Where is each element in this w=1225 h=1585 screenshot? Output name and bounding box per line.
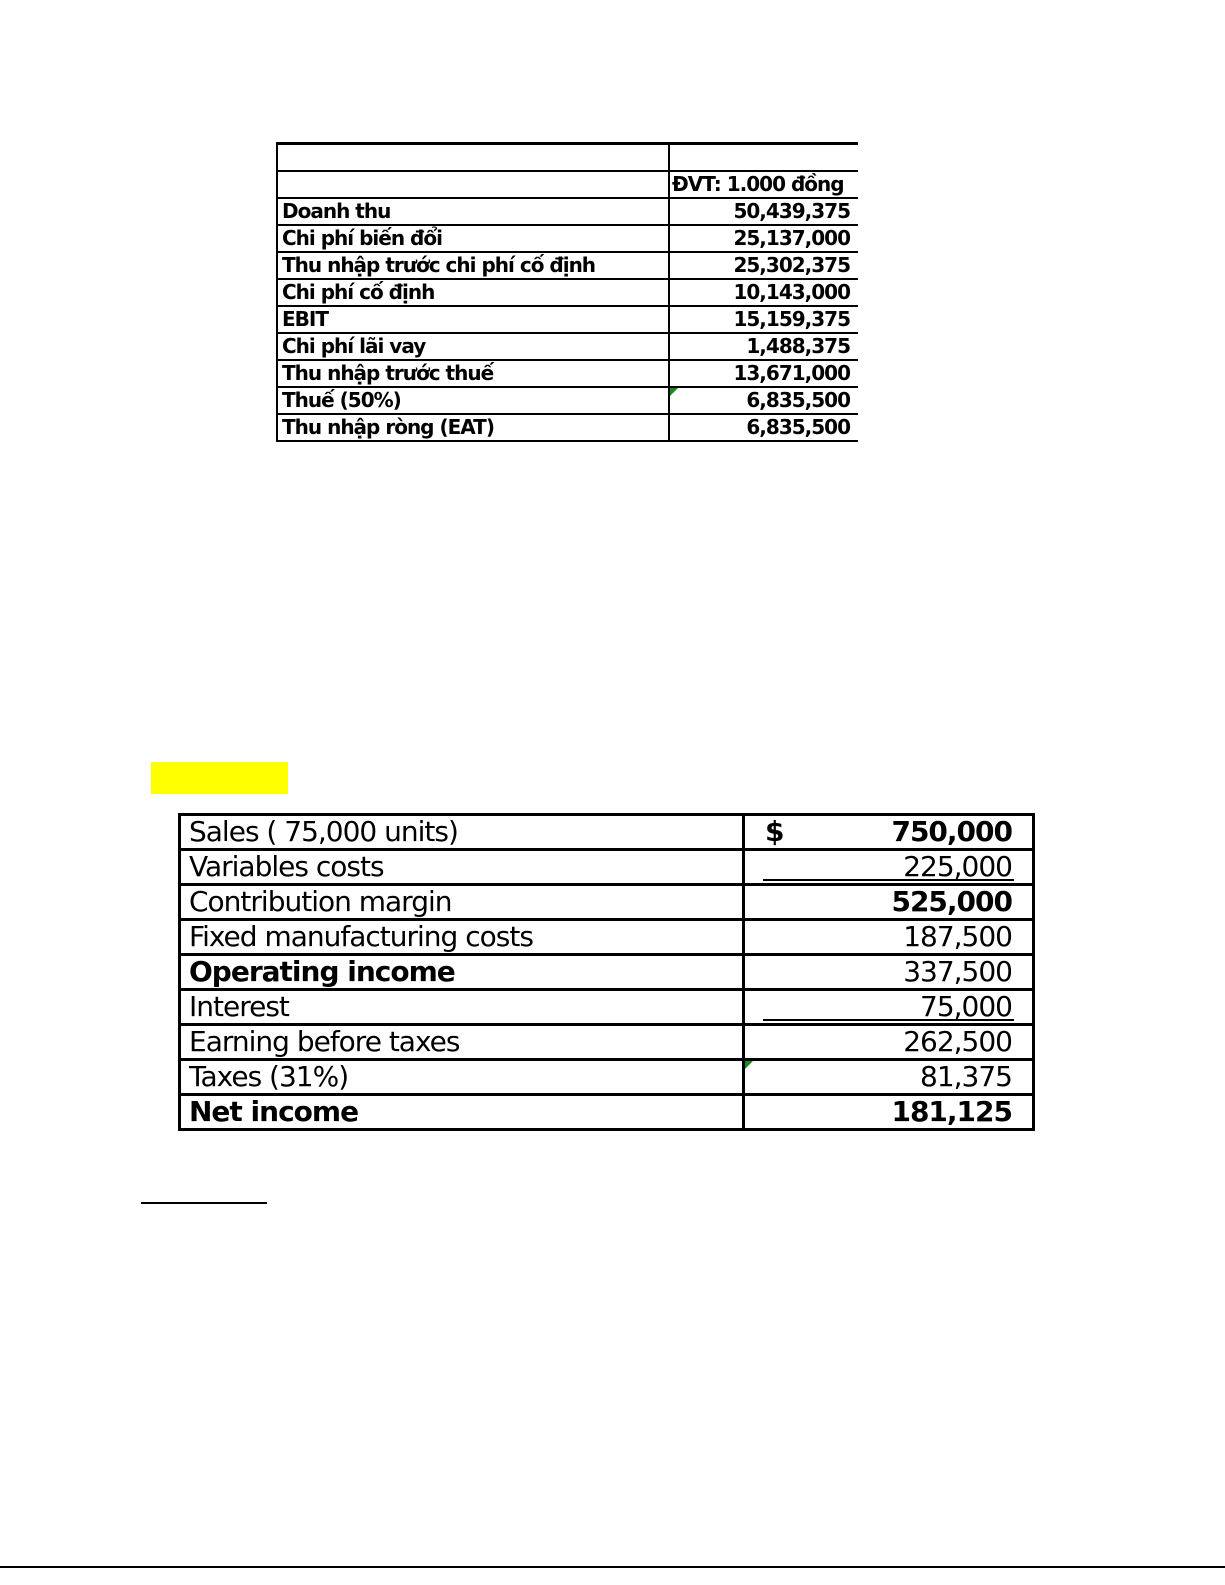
row-value: 81,375 bbox=[920, 1060, 1012, 1093]
row-label: Fixed manufacturing costs bbox=[180, 920, 744, 955]
table-row bbox=[180, 885, 1034, 920]
table-row bbox=[277, 387, 858, 414]
table-row bbox=[277, 171, 858, 198]
page-edge-line bbox=[0, 1566, 1225, 1568]
row-value: 181,125 bbox=[744, 1095, 1034, 1130]
row-value-cell bbox=[744, 1060, 1034, 1095]
row-label: Chi phí lãi vay bbox=[277, 333, 669, 360]
row-label: Thu nhập trước chi phí cố định bbox=[277, 252, 669, 279]
row-value: 75,000 bbox=[920, 990, 1012, 1023]
row-label: Earning before taxes bbox=[180, 1025, 744, 1060]
row-label: Contribution margin bbox=[180, 885, 744, 920]
highlight-box bbox=[151, 762, 288, 794]
row-label: EBIT bbox=[277, 306, 669, 333]
table-row bbox=[277, 252, 858, 279]
row-value: 1,488,375 bbox=[669, 333, 858, 360]
row-label: Taxes (31%) bbox=[180, 1060, 744, 1095]
table-row bbox=[180, 920, 1034, 955]
row-label: Interest bbox=[180, 990, 744, 1025]
row-label: Sales ( 75,000 units) bbox=[180, 815, 744, 850]
row-label: Thuế (50%) bbox=[277, 387, 669, 414]
row-value: 525,000 bbox=[744, 885, 1034, 920]
cell-comment-flag-icon bbox=[670, 388, 678, 396]
row-value-cell bbox=[744, 850, 1034, 885]
row-value-cell bbox=[744, 990, 1034, 1025]
row-value: 50,439,375 bbox=[669, 198, 858, 225]
row-value-cell bbox=[744, 815, 1034, 850]
row-value: 13,671,000 bbox=[669, 360, 858, 387]
table-row bbox=[180, 815, 1034, 850]
cell-comment-flag-icon bbox=[745, 1061, 753, 1069]
unit-label: ĐVT: 1.000 đồng bbox=[669, 171, 858, 198]
row-label: Variables costs bbox=[180, 850, 744, 885]
row-label: Chi phí cố định bbox=[277, 279, 669, 306]
row-label: Operating income bbox=[180, 955, 744, 990]
row-value: 6,835,500 bbox=[669, 414, 858, 441]
row-label: Chi phí biến đổi bbox=[277, 225, 669, 252]
row-label: Net income bbox=[180, 1095, 744, 1130]
table-row bbox=[180, 1025, 1034, 1060]
accounting-underline bbox=[763, 1019, 1014, 1021]
row-value: 6,835,500 bbox=[746, 388, 850, 412]
table-row bbox=[277, 198, 858, 225]
row-label: Thu nhập ròng (EAT) bbox=[277, 414, 669, 441]
en-income-statement bbox=[178, 813, 1035, 1131]
row-value: 225,000 bbox=[903, 850, 1012, 883]
table-row bbox=[277, 306, 858, 333]
table-row bbox=[180, 990, 1034, 1025]
row-value: 15,159,375 bbox=[669, 306, 858, 333]
row-value: 25,302,375 bbox=[669, 252, 858, 279]
table-row bbox=[180, 955, 1034, 990]
row-value-cell bbox=[669, 387, 858, 414]
row-value: 262,500 bbox=[744, 1025, 1034, 1060]
divider-line bbox=[141, 1202, 267, 1204]
table-row bbox=[277, 225, 858, 252]
table-row bbox=[180, 1095, 1034, 1130]
vn-income-statement bbox=[276, 142, 858, 457]
row-value: 25,137,000 bbox=[669, 225, 858, 252]
table-row bbox=[277, 279, 858, 306]
table-row bbox=[180, 1060, 1034, 1095]
table-row bbox=[277, 144, 858, 172]
row-value: 187,500 bbox=[744, 920, 1034, 955]
row-label: Doanh thu bbox=[277, 198, 669, 225]
accounting-underline bbox=[763, 879, 1014, 881]
table-row bbox=[277, 414, 858, 441]
row-value: 10,143,000 bbox=[669, 279, 858, 306]
row-value: 750,000 bbox=[891, 815, 1012, 848]
row-value: 337,500 bbox=[744, 955, 1034, 990]
table-row bbox=[180, 850, 1034, 885]
table-row bbox=[277, 333, 858, 360]
currency-symbol: $ bbox=[765, 815, 784, 848]
table-row bbox=[277, 360, 858, 387]
row-label: Thu nhập trước thuế bbox=[277, 360, 669, 387]
